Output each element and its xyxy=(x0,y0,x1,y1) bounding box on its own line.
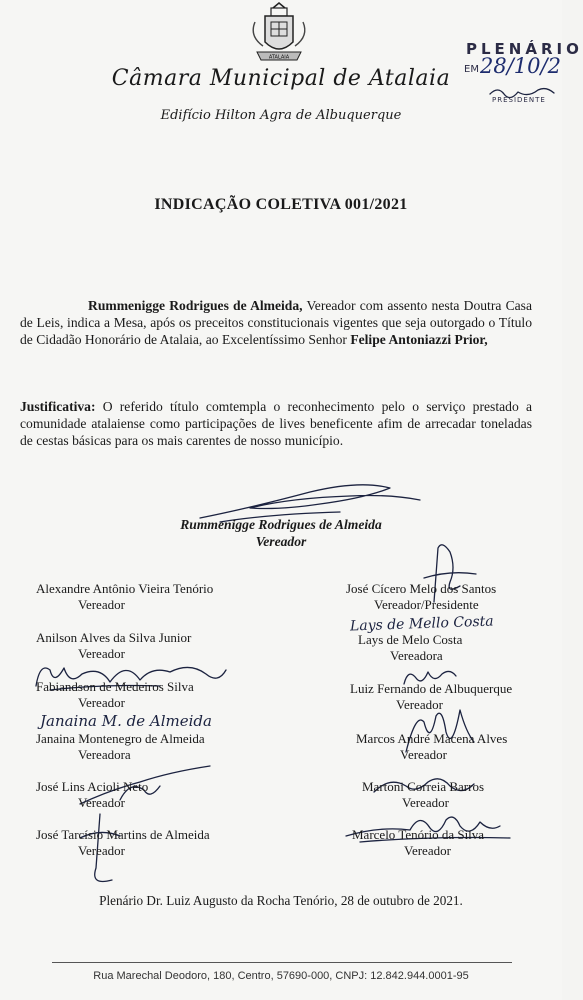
stamp-title: PLENÁRIO xyxy=(466,40,583,58)
signer-left-2 xyxy=(36,630,191,662)
signer-right-6 xyxy=(352,827,484,859)
signer-role: Vereador xyxy=(402,795,449,810)
honoree-name: Felipe Antoniazzi Prior, xyxy=(350,332,488,347)
signer-left-5 xyxy=(36,779,148,811)
coat-of-arms-icon xyxy=(243,2,315,66)
building-name: Edifício Hilton Agra de Albuquerque xyxy=(160,108,402,123)
signer-name: Fabiandson de Medeiros Silva xyxy=(36,679,194,694)
justification-text: O referido título comtempla o reconhecimento pelo o serviço prestado a comunidade atalaiense como participações de lives beneficente afim de arrecadar toneladas de cestas básicas para os mais carentes de nosso município. xyxy=(20,399,532,448)
signer-role: Vereador xyxy=(404,843,451,858)
signer-name: Martoni Correia Barros xyxy=(362,779,485,794)
stamp-prefix: EM xyxy=(464,64,479,75)
author-name: Rummenigge Rodrigues de Almeida, xyxy=(88,298,303,313)
signer-role: Vereador xyxy=(400,747,447,762)
signer-role: Vereador xyxy=(78,646,125,661)
closing-line: Plenário Dr. Luiz Augusto da Rocha Tenório, 28 de outubro de 2021. xyxy=(99,893,463,908)
signer-name: José Lins Acioli Neto xyxy=(36,779,149,794)
signer-role: Vereadora xyxy=(78,747,131,762)
indication-text: Vereador com assento nesta Doutra Casa de Leis, indica a Mesa, após os preceitos constitucionais vigentes que seja outorgado o Título de Cidadão Honorário de Atalaia, ao Excelentíssimo Senhor xyxy=(20,298,532,347)
justification-label: Justificativa: xyxy=(20,399,96,414)
signer-name: Alexandre Antônio Vieira Tenório xyxy=(36,581,214,596)
justification-paragraph xyxy=(20,398,532,449)
signer-name: Lays de Melo Costa xyxy=(358,632,463,647)
footer-divider xyxy=(52,962,512,963)
signer-role: Vereador/Presidente xyxy=(374,597,479,612)
signer-role: Vereador xyxy=(78,597,125,612)
signer-name: Marcelo Tenório da Silva xyxy=(352,827,485,842)
signer-left-1 xyxy=(36,581,213,613)
stamp-role: PRESIDENTE xyxy=(492,96,546,104)
signer-name: Janaina Montenegro de Almeida xyxy=(36,731,205,746)
main-signer-block xyxy=(0,516,562,550)
signer-name: Anilson Alves da Silva Junior xyxy=(36,630,192,645)
signer-name: José Cícero Melo dos Santos xyxy=(346,581,497,596)
signer-left-4 xyxy=(36,731,205,763)
institution-name: Câmara Municipal de Atalaia xyxy=(111,66,451,91)
handwritten-lays: Lays de Mello Costa xyxy=(349,613,494,635)
footer-address: Rua Marechal Deodoro, 180, Centro, 57690-000, CNPJ: 12.842.944.0001-95 xyxy=(93,970,469,982)
handwritten-janaina: Janaina M. de Almeida xyxy=(40,712,212,730)
stamp-date: 28/10/2 xyxy=(480,54,561,78)
signer-right-4 xyxy=(356,731,507,763)
crest-banner: ATALAIA xyxy=(268,54,290,61)
document-title: INDICAÇÃO COLETIVA 001/2021 xyxy=(154,196,408,213)
signer-right-1 xyxy=(346,581,496,613)
signer-right-2 xyxy=(358,632,462,664)
signer-right-3 xyxy=(350,681,512,713)
signer-right-5 xyxy=(362,779,484,811)
signer-role: Vereador xyxy=(396,697,443,712)
signer-name: Luiz Fernando de Albuquerque xyxy=(350,681,513,696)
main-signer-name: Rummenigge Rodrigues de Almeida xyxy=(180,517,382,532)
signer-left-6 xyxy=(36,827,210,859)
signer-role: Vereador xyxy=(78,843,125,858)
received-stamp xyxy=(452,40,583,112)
signer-role: Vereador xyxy=(78,795,125,810)
signer-left-3 xyxy=(36,679,194,711)
indication-paragraph xyxy=(20,297,532,348)
signer-name: Marcos André Macena Alves xyxy=(356,731,508,746)
signer-role: Vereadora xyxy=(390,648,443,663)
signer-role: Vereador xyxy=(78,695,125,710)
main-signer-role: Vereador xyxy=(255,534,307,549)
signer-name: José Tarcísio Martins de Almeida xyxy=(36,827,210,842)
